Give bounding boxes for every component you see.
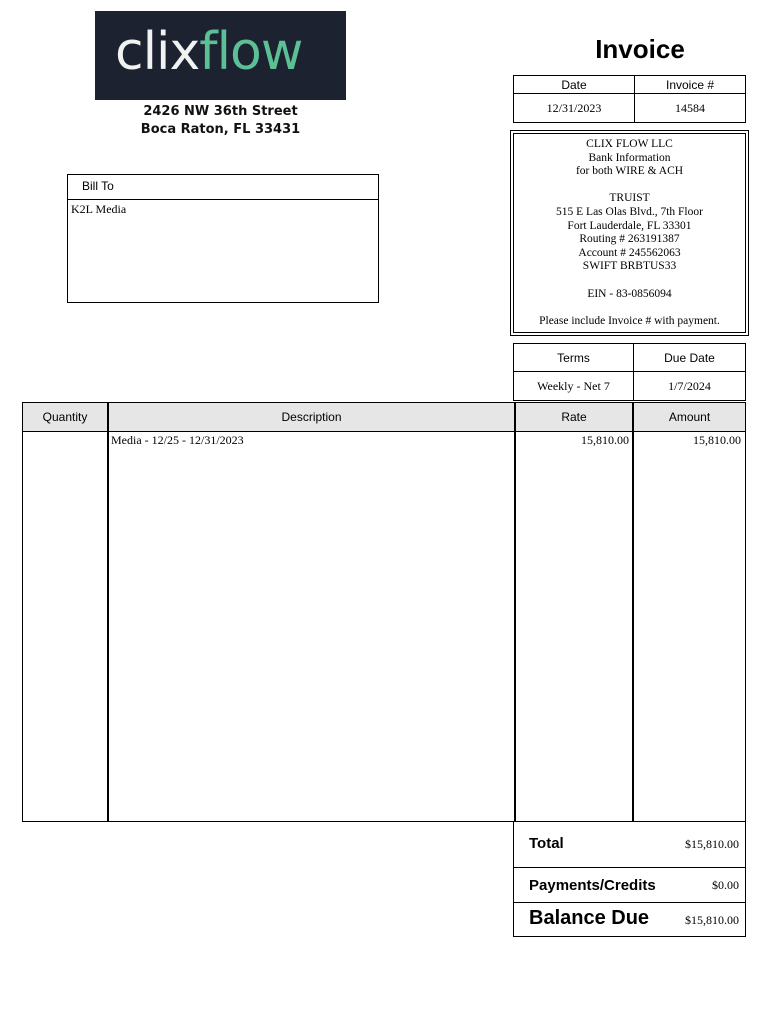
balance-label: Balance Due <box>529 907 650 929</box>
bill-to-name: K2L Media <box>71 202 127 216</box>
invoice-meta-table <box>513 75 746 123</box>
total-amount: $15,810.00 <box>685 837 739 851</box>
bank-info-line: Fort Lauderdale, FL 33301 <box>567 219 692 232</box>
payments-row <box>514 868 745 902</box>
bill-to-box <box>67 174 379 303</box>
totals-box <box>513 821 746 937</box>
bank-info-line: Bank Information <box>588 151 671 164</box>
balance-amount: $15,810.00 <box>685 913 739 927</box>
quantity-header: Quantity <box>42 410 88 424</box>
company-address-line1: 2426 NW 36th Street <box>143 104 298 119</box>
bank-info-line <box>514 301 745 315</box>
bank-info-line: EIN - 83-0856094 <box>587 287 672 300</box>
total-row <box>514 822 745 868</box>
bank-info-line <box>514 179 745 193</box>
bank-info-line: for both WIRE & ACH <box>575 165 684 178</box>
description-header: Description <box>281 410 342 424</box>
bill-to-label: Bill To <box>68 175 378 200</box>
column-divider <box>632 403 634 821</box>
invoice-date: 12/31/2023 <box>514 94 635 123</box>
item-description: Media - 12/25 - 12/31/2023 <box>111 433 244 447</box>
balance-row <box>514 902 745 938</box>
due-date-header: Due Date <box>634 344 746 372</box>
bank-info-line <box>514 274 745 288</box>
line-items-table <box>22 402 746 822</box>
bank-info-line: CLIX FLOW LLC <box>586 138 673 150</box>
bank-info-line: Routing # 263191387 <box>579 233 680 246</box>
rate-header: Rate <box>561 410 587 424</box>
bank-info-line: Account # 245562063 <box>578 246 681 259</box>
payments-label: Payments/Credits <box>529 877 656 894</box>
column-divider <box>107 403 109 821</box>
payments-amount: $0.00 <box>712 878 739 892</box>
item-rate: 15,810.00 <box>581 433 629 447</box>
terms-header: Terms <box>514 344 634 372</box>
item-amount: 15,810.00 <box>693 433 741 447</box>
terms-table <box>513 343 746 401</box>
bank-info-box <box>510 130 749 336</box>
bank-info-line: Please include Invoice # with payment. <box>539 314 720 327</box>
logo-wordmark: clixflow <box>115 22 303 82</box>
invoice-number-header: Invoice # <box>635 76 746 94</box>
bank-info-text <box>514 134 745 328</box>
column-divider <box>514 403 516 821</box>
due-date-value: 1/7/2024 <box>634 372 746 401</box>
date-header: Date <box>514 76 635 94</box>
bank-info-line: TRUIST <box>609 192 650 205</box>
company-logo <box>95 11 346 100</box>
bank-info-line: SWIFT BRBTUS33 <box>582 260 677 273</box>
bank-info-line: 515 E Las Olas Blvd., 7th Floor <box>556 205 703 218</box>
company-address-line2: Boca Raton, FL 33431 <box>140 122 301 137</box>
terms-value: Weekly - Net 7 <box>514 372 634 401</box>
invoice-number: 14584 <box>635 94 746 123</box>
invoice-title: Invoice <box>595 34 685 64</box>
amount-header: Amount <box>668 410 711 424</box>
total-label: Total <box>529 835 564 852</box>
